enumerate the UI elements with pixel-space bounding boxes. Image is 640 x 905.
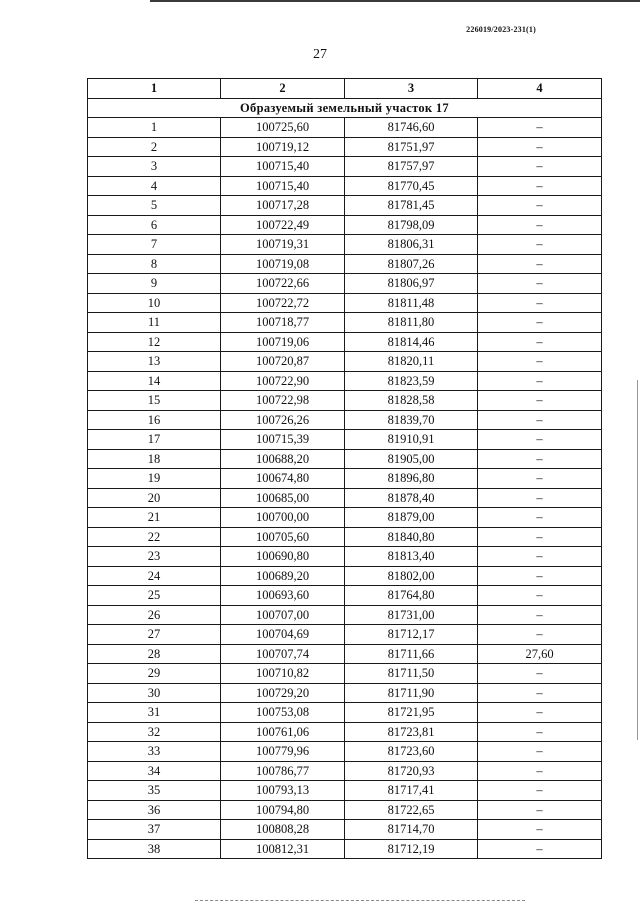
table-row — [88, 430, 602, 450]
table-row — [88, 781, 602, 801]
y-coordinate-cell: 81712,17 — [345, 625, 478, 645]
y-coordinate-cell: 81811,48 — [345, 293, 478, 313]
table-row — [88, 527, 602, 547]
x-coordinate-cell: 100688,20 — [221, 449, 345, 469]
distance-cell: – — [478, 703, 602, 723]
x-coordinate-cell: 100690,80 — [221, 547, 345, 567]
y-coordinate-cell: 81720,93 — [345, 761, 478, 781]
point-number-cell: 34 — [88, 761, 221, 781]
y-coordinate-cell: 81751,97 — [345, 137, 478, 157]
point-number-cell: 6 — [88, 215, 221, 235]
table-row — [88, 196, 602, 216]
table-row — [88, 664, 602, 684]
distance-cell: – — [478, 781, 602, 801]
distance-cell: – — [478, 625, 602, 645]
x-coordinate-cell: 100704,69 — [221, 625, 345, 645]
coordinates-table — [87, 78, 602, 859]
table-row — [88, 215, 602, 235]
x-coordinate-cell: 100674,80 — [221, 469, 345, 489]
y-coordinate-cell: 81820,11 — [345, 352, 478, 372]
y-coordinate-cell: 81802,00 — [345, 566, 478, 586]
column-header: 4 — [478, 79, 602, 99]
x-coordinate-cell: 100722,49 — [221, 215, 345, 235]
distance-cell: – — [478, 391, 602, 411]
point-number-cell: 17 — [88, 430, 221, 450]
top-scan-rule — [150, 0, 640, 2]
distance-cell: – — [478, 157, 602, 177]
point-number-cell: 3 — [88, 157, 221, 177]
y-coordinate-cell: 81813,40 — [345, 547, 478, 567]
y-coordinate-cell: 81757,97 — [345, 157, 478, 177]
y-coordinate-cell: 81839,70 — [345, 410, 478, 430]
table-row — [88, 137, 602, 157]
distance-cell: – — [478, 410, 602, 430]
point-number-cell: 9 — [88, 274, 221, 294]
point-number-cell: 11 — [88, 313, 221, 333]
point-number-cell: 13 — [88, 352, 221, 372]
table-row — [88, 644, 602, 664]
point-number-cell: 10 — [88, 293, 221, 313]
table-row — [88, 449, 602, 469]
y-coordinate-cell: 81798,09 — [345, 215, 478, 235]
table-row — [88, 313, 602, 333]
x-coordinate-cell: 100761,06 — [221, 722, 345, 742]
table-row — [88, 586, 602, 606]
distance-cell: – — [478, 449, 602, 469]
distance-cell: – — [478, 742, 602, 762]
distance-cell: – — [478, 820, 602, 840]
x-coordinate-cell: 100685,00 — [221, 488, 345, 508]
point-number-cell: 2 — [88, 137, 221, 157]
distance-cell: – — [478, 586, 602, 606]
y-coordinate-cell: 81811,80 — [345, 313, 478, 333]
page-number: 27 — [313, 47, 327, 62]
table-row — [88, 176, 602, 196]
x-coordinate-cell: 100720,87 — [221, 352, 345, 372]
point-number-cell: 25 — [88, 586, 221, 606]
y-coordinate-cell: 81746,60 — [345, 118, 478, 138]
table-row — [88, 839, 602, 859]
x-coordinate-cell: 100719,12 — [221, 137, 345, 157]
y-coordinate-cell: 81712,19 — [345, 839, 478, 859]
x-coordinate-cell: 100717,28 — [221, 196, 345, 216]
table-row — [88, 293, 602, 313]
distance-cell: – — [478, 605, 602, 625]
table-row — [88, 761, 602, 781]
point-number-cell: 23 — [88, 547, 221, 567]
x-coordinate-cell: 100722,98 — [221, 391, 345, 411]
table-row — [88, 274, 602, 294]
distance-cell: – — [478, 118, 602, 138]
table-row — [88, 742, 602, 762]
x-coordinate-cell: 100793,13 — [221, 781, 345, 801]
column-header: 3 — [345, 79, 478, 99]
table-row — [88, 254, 602, 274]
point-number-cell: 7 — [88, 235, 221, 255]
point-number-cell: 32 — [88, 722, 221, 742]
table-row — [88, 566, 602, 586]
y-coordinate-cell: 81807,26 — [345, 254, 478, 274]
table-row — [88, 722, 602, 742]
table-row — [88, 371, 602, 391]
table-row — [88, 118, 602, 138]
y-coordinate-cell: 81806,31 — [345, 235, 478, 255]
point-number-cell: 12 — [88, 332, 221, 352]
x-coordinate-cell: 100726,26 — [221, 410, 345, 430]
x-coordinate-cell: 100729,20 — [221, 683, 345, 703]
x-coordinate-cell: 100719,08 — [221, 254, 345, 274]
x-coordinate-cell: 100722,66 — [221, 274, 345, 294]
table-row — [88, 508, 602, 528]
table-row — [88, 410, 602, 430]
table-row — [88, 625, 602, 645]
distance-cell: – — [478, 547, 602, 567]
x-coordinate-cell: 100722,72 — [221, 293, 345, 313]
y-coordinate-cell: 81770,45 — [345, 176, 478, 196]
distance-cell: – — [478, 313, 602, 333]
x-coordinate-cell: 100689,20 — [221, 566, 345, 586]
point-number-cell: 37 — [88, 820, 221, 840]
table-row — [88, 800, 602, 820]
point-number-cell: 35 — [88, 781, 221, 801]
distance-cell: – — [478, 254, 602, 274]
x-coordinate-cell: 100719,06 — [221, 332, 345, 352]
table-row — [88, 488, 602, 508]
point-number-cell: 26 — [88, 605, 221, 625]
table-row — [88, 703, 602, 723]
x-coordinate-cell: 100722,90 — [221, 371, 345, 391]
distance-cell: – — [478, 508, 602, 528]
point-number-cell: 16 — [88, 410, 221, 430]
table-row — [88, 391, 602, 411]
table-row — [88, 235, 602, 255]
x-coordinate-cell: 100705,60 — [221, 527, 345, 547]
y-coordinate-cell: 81905,00 — [345, 449, 478, 469]
distance-cell: – — [478, 196, 602, 216]
y-coordinate-cell: 81722,65 — [345, 800, 478, 820]
distance-cell: – — [478, 800, 602, 820]
section-title-row — [88, 98, 602, 118]
y-coordinate-cell: 81711,66 — [345, 644, 478, 664]
distance-cell: – — [478, 137, 602, 157]
table-row — [88, 157, 602, 177]
distance-cell: – — [478, 293, 602, 313]
y-coordinate-cell: 81823,59 — [345, 371, 478, 391]
distance-cell: – — [478, 722, 602, 742]
x-coordinate-cell: 100719,31 — [221, 235, 345, 255]
point-number-cell: 38 — [88, 839, 221, 859]
point-number-cell: 24 — [88, 566, 221, 586]
table-row — [88, 469, 602, 489]
point-number-cell: 8 — [88, 254, 221, 274]
point-number-cell: 33 — [88, 742, 221, 762]
y-coordinate-cell: 81879,00 — [345, 508, 478, 528]
y-coordinate-cell: 81781,45 — [345, 196, 478, 216]
x-coordinate-cell: 100715,40 — [221, 157, 345, 177]
distance-cell: – — [478, 430, 602, 450]
x-coordinate-cell: 100725,60 — [221, 118, 345, 138]
y-coordinate-cell: 81806,97 — [345, 274, 478, 294]
distance-cell: – — [478, 469, 602, 489]
x-coordinate-cell: 100808,28 — [221, 820, 345, 840]
scan-edge-line — [637, 380, 638, 740]
y-coordinate-cell: 81840,80 — [345, 527, 478, 547]
table-row — [88, 820, 602, 840]
y-coordinate-cell: 81723,81 — [345, 722, 478, 742]
x-coordinate-cell: 100700,00 — [221, 508, 345, 528]
point-number-cell: 21 — [88, 508, 221, 528]
y-coordinate-cell: 81721,95 — [345, 703, 478, 723]
distance-cell: – — [478, 332, 602, 352]
distance-cell: – — [478, 176, 602, 196]
x-coordinate-cell: 100779,96 — [221, 742, 345, 762]
point-number-cell: 20 — [88, 488, 221, 508]
x-coordinate-cell: 100707,00 — [221, 605, 345, 625]
point-number-cell: 4 — [88, 176, 221, 196]
point-number-cell: 22 — [88, 527, 221, 547]
y-coordinate-cell: 81814,46 — [345, 332, 478, 352]
x-coordinate-cell: 100693,60 — [221, 586, 345, 606]
y-coordinate-cell: 81711,50 — [345, 664, 478, 684]
point-number-cell: 19 — [88, 469, 221, 489]
distance-cell: – — [478, 839, 602, 859]
x-coordinate-cell: 100794,80 — [221, 800, 345, 820]
point-number-cell: 5 — [88, 196, 221, 216]
table-row — [88, 605, 602, 625]
distance-cell: – — [478, 761, 602, 781]
distance-cell: – — [478, 527, 602, 547]
table-row — [88, 683, 602, 703]
x-coordinate-cell: 100812,31 — [221, 839, 345, 859]
point-number-cell: 14 — [88, 371, 221, 391]
point-number-cell: 36 — [88, 800, 221, 820]
y-coordinate-cell: 81723,60 — [345, 742, 478, 762]
y-coordinate-cell: 81878,40 — [345, 488, 478, 508]
x-coordinate-cell: 100718,77 — [221, 313, 345, 333]
x-coordinate-cell: 100753,08 — [221, 703, 345, 723]
distance-cell: – — [478, 566, 602, 586]
y-coordinate-cell: 81896,80 — [345, 469, 478, 489]
y-coordinate-cell: 81764,80 — [345, 586, 478, 606]
y-coordinate-cell: 81910,91 — [345, 430, 478, 450]
document-number: 226019/2023-231(1) — [466, 25, 536, 34]
table-row — [88, 332, 602, 352]
point-number-cell: 15 — [88, 391, 221, 411]
x-coordinate-cell: 100786,77 — [221, 761, 345, 781]
distance-cell: – — [478, 274, 602, 294]
y-coordinate-cell: 81731,00 — [345, 605, 478, 625]
point-number-cell: 31 — [88, 703, 221, 723]
table-row — [88, 352, 602, 372]
y-coordinate-cell: 81714,70 — [345, 820, 478, 840]
bottom-scan-rule — [195, 900, 525, 902]
point-number-cell: 18 — [88, 449, 221, 469]
table-row — [88, 547, 602, 567]
x-coordinate-cell: 100715,39 — [221, 430, 345, 450]
point-number-cell: 1 — [88, 118, 221, 138]
x-coordinate-cell: 100715,40 — [221, 176, 345, 196]
point-number-cell: 30 — [88, 683, 221, 703]
distance-cell: – — [478, 235, 602, 255]
table-header-row — [88, 79, 602, 99]
distance-cell: 27,60 — [478, 644, 602, 664]
y-coordinate-cell: 81717,41 — [345, 781, 478, 801]
distance-cell: – — [478, 215, 602, 235]
column-header: 1 — [88, 79, 221, 99]
distance-cell: – — [478, 352, 602, 372]
column-header: 2 — [221, 79, 345, 99]
point-number-cell: 28 — [88, 644, 221, 664]
distance-cell: – — [478, 683, 602, 703]
y-coordinate-cell: 81828,58 — [345, 391, 478, 411]
x-coordinate-cell: 100710,82 — [221, 664, 345, 684]
point-number-cell: 27 — [88, 625, 221, 645]
distance-cell: – — [478, 488, 602, 508]
point-number-cell: 29 — [88, 664, 221, 684]
x-coordinate-cell: 100707,74 — [221, 644, 345, 664]
section-title: Образуемый земельный участок 17 — [88, 98, 602, 118]
distance-cell: – — [478, 371, 602, 391]
y-coordinate-cell: 81711,90 — [345, 683, 478, 703]
distance-cell: – — [478, 664, 602, 684]
